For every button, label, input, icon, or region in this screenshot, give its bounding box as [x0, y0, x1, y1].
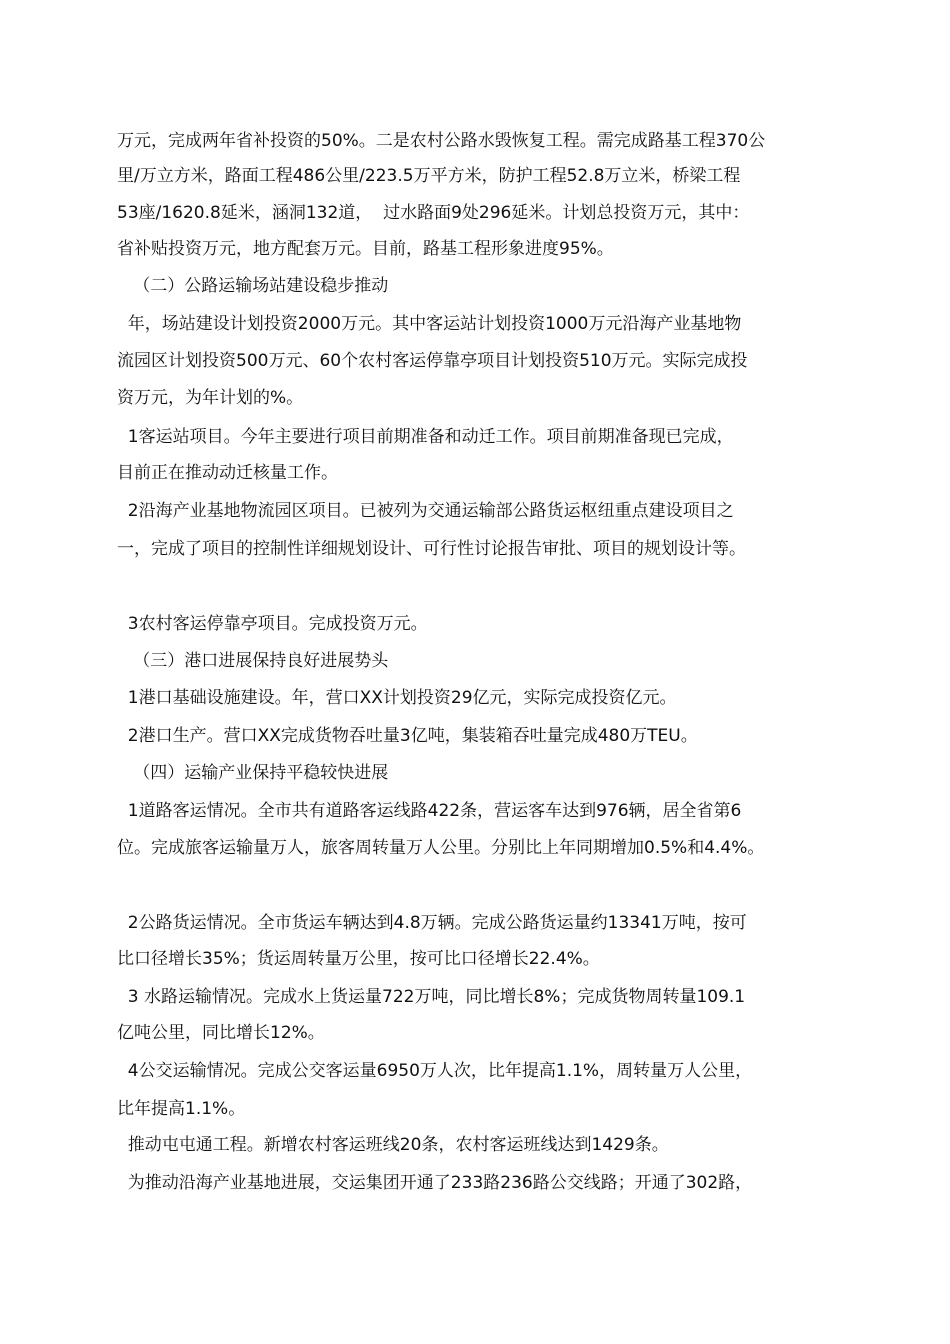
- text-line: 1港口基础设施建设。年，营口XX计划投资29亿元，实际完成投资亿元。: [117, 688, 677, 708]
- text-line: 为推动沿海产业基地进展，交运集团开通了233路236路公交线路；开通了302路，: [117, 1173, 753, 1193]
- text-line: 推动屯屯通工程。新增农村客运班线20条，农村客运班线达到1429条。: [117, 1135, 669, 1155]
- text-line: 资万元，为年计划的%。: [117, 388, 304, 408]
- text-line: 2沿海产业基地物流园区项目。已被列为交通运输部公路货运枢纽重点建设项目之: [117, 501, 734, 521]
- section-heading: （二）公路运输场站建设稳步推动: [117, 276, 389, 296]
- text-line: 3 水路运输情况。完成水上货运量722万吨，同比增长8%；完成货物周转量109.1: [117, 987, 746, 1007]
- section-heading: （三）港口进展保持良好进展势头: [117, 651, 389, 671]
- text-line: 比年提高1.1%。: [117, 1099, 246, 1119]
- text-line: 万元，完成两年省补投资的50%。二是农村公路水毁恢复工程。需完成路基工程370公: [117, 131, 766, 151]
- text-line: 1道路客运情况。全市共有道路客运线路422条，营运客车达到976辆，居全省第6: [117, 801, 742, 821]
- text-line: 比口径增长35%；货运周转量万公里，按可比口径增长22.4%。: [117, 949, 600, 969]
- text-line: 3农村客运停靠亭项目。完成投资万元。: [117, 614, 428, 634]
- text-line: 流园区计划投资500万元、60个农村客运停靠亭项目计划投资510万元。实际完成投: [117, 351, 748, 371]
- text-line: 2港口生产。营口XX完成货物吞吐量3亿吨，集装箱吞吐量完成480万TEU。: [117, 726, 698, 746]
- text-line: 53座/1620.8延米，涵洞132道， 过水路面9处296延米。计划总投资万元，其中：: [117, 203, 750, 223]
- text-line: 年，场站建设计划投资2000万元。其中客运站计划投资1000万元沿海产业基地物: [117, 314, 742, 334]
- section-heading: （四）运输产业保持平稳较快进展: [117, 763, 389, 783]
- text-line: 4公交运输情况。完成公交客运量6950万人次，比年提高1.1%，周转量万人公里，: [117, 1061, 753, 1081]
- text-line: 亿吨公里，同比增长12%。: [117, 1023, 325, 1043]
- text-line: 省补贴投资万元，地方配套万元。目前，路基工程形象进度95%。: [117, 239, 614, 259]
- text-line: 2公路货运情况。全市货运车辆达到4.8万辆。完成公路货运量约13341万吨，按可: [117, 913, 747, 933]
- text-line: 1客运站项目。今年主要进行项目前期准备和动迁工作。项目前期准备现已完成，: [117, 427, 734, 447]
- text-line: 一，完成了项目的控制性详细规划设计、可行性讨论报告审批、项目的规划设计等。: [117, 539, 746, 559]
- text-line: 目前正在推动动迁核量工作。: [117, 463, 338, 483]
- text-line: 位。完成旅客运输量万人，旅客周转量万人公里。分别比上年同期增加0.5%和4.4%。: [117, 838, 765, 858]
- text-line: 里/万立方米，路面工程486公里/223.5万平方米，防护工程52.8万立米，桥梁工程: [117, 166, 741, 186]
